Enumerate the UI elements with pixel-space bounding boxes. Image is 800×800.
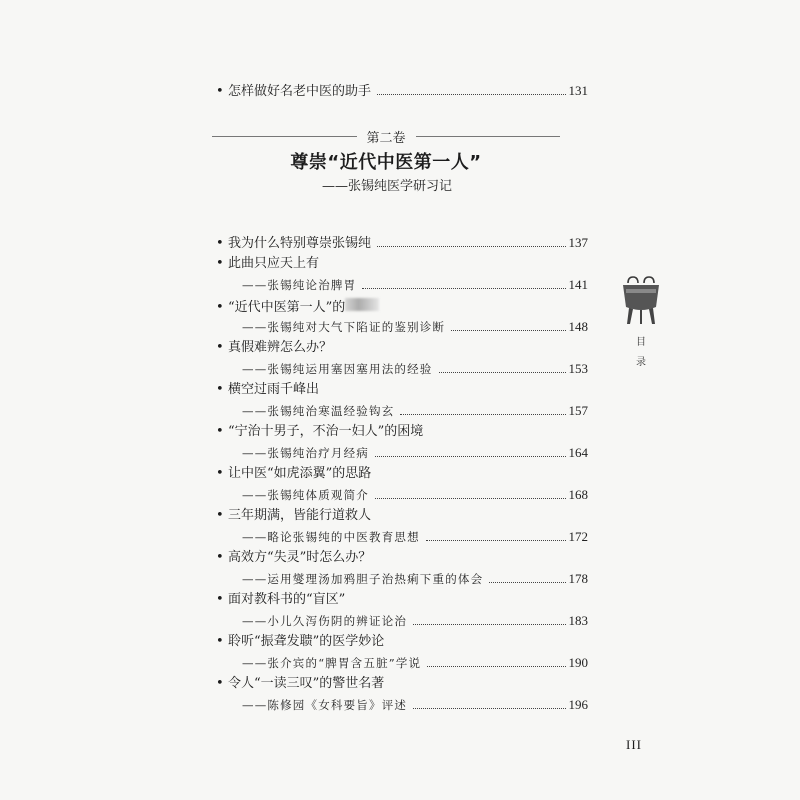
dot-leader xyxy=(400,414,565,415)
volume-subtitle: ——张锡纯医学研习记 xyxy=(322,179,453,194)
toc-subentry[interactable] xyxy=(242,319,588,335)
bullet: • xyxy=(216,236,224,251)
entry-title: 高效方“失灵”时怎么办？ xyxy=(228,550,372,565)
toc-entry[interactable] xyxy=(216,634,588,650)
toc-subentry[interactable] xyxy=(242,613,588,629)
bullet: • xyxy=(216,466,224,481)
section-label: 目录 xyxy=(636,337,646,368)
page-number: 183 xyxy=(568,613,588,628)
entry-title: “宁治十男子，不治一妇人”的困境 xyxy=(228,424,424,439)
toc-entry[interactable] xyxy=(216,256,588,272)
page-number: 131 xyxy=(568,83,588,98)
dot-leader xyxy=(413,624,565,625)
entry-title: 我为什么特别尊崇张锡纯 xyxy=(228,236,372,251)
toc-subentry[interactable] xyxy=(242,529,588,545)
toc-entry[interactable] xyxy=(216,83,588,100)
entry-title: 面对教科书的“盲区” xyxy=(228,592,346,607)
page-number: 196 xyxy=(568,697,588,712)
bullet: • xyxy=(216,300,224,315)
entry-title: 横空过雨千峰出 xyxy=(228,382,320,397)
toc-subentry[interactable] xyxy=(242,361,588,377)
bullet: • xyxy=(216,634,224,649)
dot-leader xyxy=(427,666,565,667)
page-number: 141 xyxy=(568,277,588,292)
toc-entry[interactable] xyxy=(216,550,588,566)
page-number: 190 xyxy=(568,655,588,670)
bullet: • xyxy=(216,84,224,99)
toc-entry[interactable] xyxy=(216,508,588,524)
dot-leader xyxy=(377,246,565,247)
toc-subentry[interactable] xyxy=(242,655,588,671)
entry-subtitle: ——张锡纯运用塞因塞用法的经验 xyxy=(242,362,433,376)
page-folio: III xyxy=(626,737,642,752)
bullet: • xyxy=(216,340,224,355)
toc-entry[interactable] xyxy=(216,382,588,398)
entry-subtitle: ——陈修园《女科要旨》评述 xyxy=(242,698,408,712)
entry-title: 真假难辨怎么办？ xyxy=(228,340,333,355)
bullet: • xyxy=(216,592,224,607)
toc-subentry[interactable] xyxy=(242,445,588,461)
dot-leader xyxy=(489,582,565,583)
page-number: 148 xyxy=(568,319,588,334)
dot-leader xyxy=(362,288,565,289)
entry-title: 令人“一读三叹”的警世名著 xyxy=(228,676,385,691)
toc-subentry[interactable] xyxy=(242,487,588,503)
bullet: • xyxy=(216,256,224,271)
entry-title: 让中医“如虎添翼”的思路 xyxy=(228,466,372,481)
divider-right xyxy=(416,136,561,137)
volume-title: 尊崇“近代中医第一人” xyxy=(290,152,482,173)
entry-title: 怎样做好名老中医的助手 xyxy=(228,84,372,99)
bullet: • xyxy=(216,550,224,565)
blurred-text xyxy=(345,298,379,311)
bullet: • xyxy=(216,508,224,523)
toc-subentry[interactable] xyxy=(242,277,588,293)
toc-entry[interactable] xyxy=(216,676,588,692)
entry-subtitle: ——略论张锡纯的中医教育思想 xyxy=(242,530,420,544)
entry-subtitle: ——张锡纯体质观简介 xyxy=(242,488,369,502)
toc-subentry[interactable] xyxy=(242,697,588,713)
dot-leader xyxy=(451,330,565,331)
entry-title: 此曲只应天上有 xyxy=(228,256,320,271)
entry-subtitle: ——张介宾的“脾胃含五脏”学说 xyxy=(242,656,422,670)
page-number: 178 xyxy=(568,571,588,586)
volume-label xyxy=(212,127,560,146)
dot-leader xyxy=(375,498,566,499)
entry-subtitle: ——张锡纯治寒温经验钩玄 xyxy=(242,404,395,418)
bullet: • xyxy=(216,382,224,397)
toc-entry[interactable] xyxy=(216,235,588,252)
divider-left xyxy=(212,136,357,137)
entry-title: 聆听“振聋发聩”的医学妙论 xyxy=(228,634,385,649)
entry-subtitle: ——张锡纯对大气下陷证的鉴别诊断 xyxy=(242,320,446,334)
dot-leader xyxy=(377,94,565,95)
toc-entry[interactable] xyxy=(216,298,588,316)
page-number: 137 xyxy=(568,235,588,250)
toc-entry[interactable] xyxy=(216,340,588,356)
toc-entry[interactable] xyxy=(216,592,588,608)
entry-subtitle: ——张锡纯论治脾胃 xyxy=(242,278,357,292)
entry-subtitle: ——张锡纯治疗月经病 xyxy=(242,446,369,460)
entry-title: 三年期满，皆能行道救人 xyxy=(228,508,372,523)
page-number: 157 xyxy=(568,403,588,418)
toc-subentry[interactable] xyxy=(242,403,588,419)
dot-leader xyxy=(375,456,566,457)
entry-title: “近代中医第一人”的 xyxy=(228,300,346,315)
bullet: • xyxy=(216,676,224,691)
toc-subentry[interactable] xyxy=(242,571,588,587)
dot-leader xyxy=(439,372,566,373)
toc-entry[interactable] xyxy=(216,466,588,482)
entry-subtitle: ——小儿久泻伤阴的辨证论治 xyxy=(242,614,408,628)
volume-number: 第二卷 xyxy=(366,131,406,146)
page-number: 172 xyxy=(568,529,588,544)
toc-entry[interactable] xyxy=(216,424,588,440)
dot-leader xyxy=(413,708,565,709)
bronze-ding-icon xyxy=(619,275,663,327)
bullet: • xyxy=(216,424,224,439)
entry-subtitle: ——运用燮理汤加鸦胆子治热痢下重的体会 xyxy=(242,572,484,586)
page-number: 153 xyxy=(568,361,588,376)
page-number: 168 xyxy=(568,487,588,502)
page-number: 164 xyxy=(568,445,588,460)
dot-leader xyxy=(426,540,566,541)
